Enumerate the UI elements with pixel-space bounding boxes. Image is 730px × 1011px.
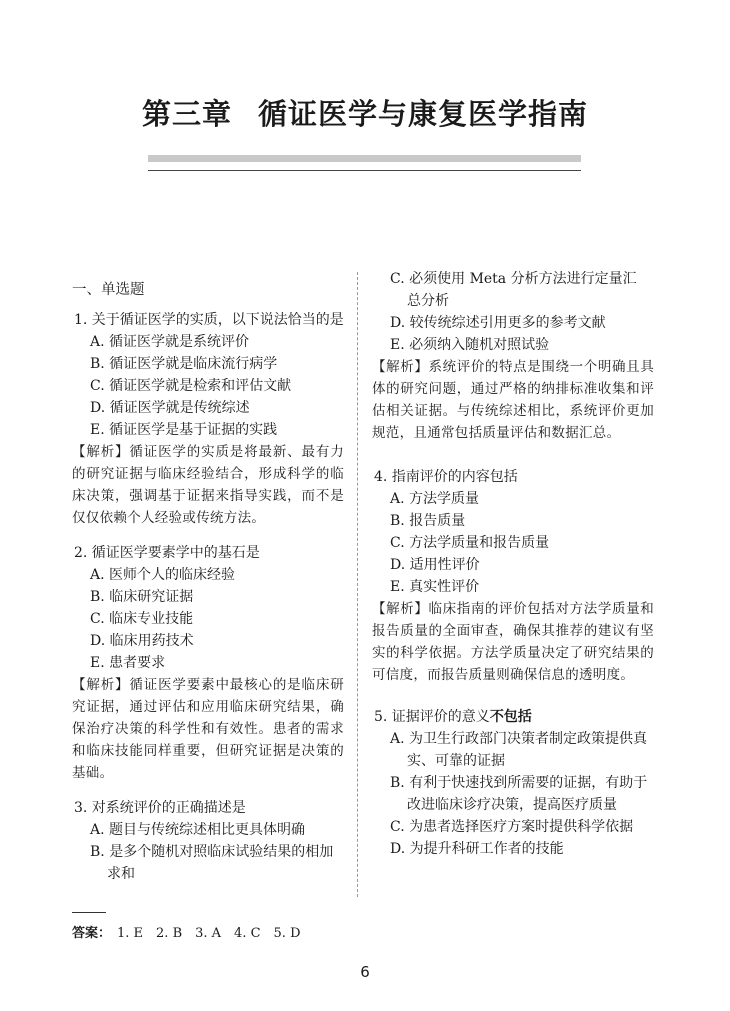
explanation (72, 441, 344, 529)
title-underline-rule (148, 170, 581, 171)
option: A. 医师个人的临床经验 (90, 567, 236, 583)
question-3-continued (372, 268, 654, 444)
option: E. 循证医学是基于证据的实践 (90, 422, 278, 438)
option: E. 必须纳入随机对照试验 (390, 337, 550, 353)
left-column (72, 279, 344, 898)
question-3 (72, 797, 344, 885)
explanation-text: 循证医学的实质是将最新、最有力的研究证据与临床经验结合，形成科学的临床决策，强调基于证据来指导实践，而不是仅仅依赖个人经验或传统方法。 (72, 444, 345, 526)
question-1 (72, 309, 344, 529)
explanation (72, 674, 344, 784)
chapter-number: 第三章 (141, 97, 232, 131)
option: B. 临床研究证据 (90, 589, 194, 605)
question-stem: 4. 指南评价的内容包括 (374, 469, 518, 485)
option: A. 为卫生行政部门决策者制定政策提供真实、可靠的证据 (390, 731, 648, 769)
explanation-text: 循证医学要素中最核心的是临床研究证据，通过评估和应用临床研究结果，确保治疗决策的科学性和有效性。患者的需求和临床技能同样重要，但研究证据是决策的基础。 (72, 677, 345, 781)
option: D. 循证医学就是传统综述 (90, 400, 250, 416)
explanation-text: 系统评价的特点是围绕一个明确且具体的研究问题，通过严格的纳排标准收集和评估相关证据。与传统综述相比，系统评价更加规范，且通常包括质量评估和数据汇总。 (372, 359, 654, 441)
option: A. 方法学质量 (390, 491, 480, 507)
question-stem (372, 706, 654, 728)
chapter-title (0, 92, 730, 133)
explanation-tag: 【解析】 (72, 444, 130, 460)
page-number: 6 (360, 963, 370, 981)
option: C. 必须使用 Meta 分析方法进行定量汇总分析 (390, 271, 637, 309)
section-heading: 一、单选题 (72, 282, 145, 298)
explanation (372, 598, 654, 686)
explanation-text: 临床指南的评价包括对方法学质量和报告质量的全面审查，确保其推荐的建议有坚实的科学依据。方法学质量决定了研究结果的可信度，而报告质量则确保信息的透明度。 (372, 601, 654, 683)
explanation-tag: 【解析】 (372, 601, 429, 617)
question-stem: 2. 循证医学要素学中的基石是 (74, 545, 260, 561)
question-stem: 3. 对系统评价的正确描述是 (74, 800, 246, 816)
option: E. 真实性评价 (390, 579, 480, 595)
chapter-name: 循证医学与康复医学指南 (258, 97, 589, 131)
option: A. 题目与传统综述相比更具体明确 (90, 822, 306, 838)
option: A. 循证医学就是系统评价 (90, 334, 250, 350)
option: C. 临床专业技能 (90, 611, 194, 627)
option: D. 临床用药技术 (90, 633, 194, 649)
option: B. 报告质量 (390, 513, 466, 529)
option: D. 为提升科研工作者的技能 (390, 841, 564, 857)
option: E. 患者要求 (90, 655, 166, 671)
option: D. 较传统综述引用更多的参考文献 (390, 315, 606, 331)
answer-key-label: 答案： (72, 926, 112, 941)
option: C. 循证医学就是检索和评估文献 (90, 378, 292, 394)
explanation (372, 356, 654, 444)
column-divider (357, 272, 358, 897)
option: C. 为患者选择医疗方案时提供科学依据 (390, 819, 634, 835)
right-column (372, 268, 654, 873)
option: B. 是多个随机对照临床试验结果的相加求和 (90, 844, 334, 882)
question-4 (372, 466, 654, 686)
question-2 (72, 542, 344, 784)
footnote-rule (72, 912, 106, 913)
option: B. 循证医学就是临床流行病学 (90, 356, 278, 372)
answer-key (72, 922, 301, 941)
question-stem-emphasis: 不包括 (489, 709, 532, 725)
title-underline-bar (148, 155, 581, 162)
question-stem-main: 5. 证据评价的意义 (374, 709, 490, 725)
question-5 (372, 706, 654, 860)
option: B. 有利于快速找到所需要的证据，有助于改进临床诊疗决策，提高医疗质量 (390, 775, 648, 813)
explanation-tag: 【解析】 (72, 677, 130, 693)
option: C. 方法学质量和报告质量 (390, 535, 550, 551)
question-stem: 1. 关于循证医学的实质，以下说法恰当的是 (74, 312, 344, 328)
explanation-tag: 【解析】 (372, 359, 429, 375)
answer-key-text: 1. E 2. B 3. A 4. C 5. D (117, 926, 301, 941)
option: D. 适用性评价 (390, 557, 480, 573)
